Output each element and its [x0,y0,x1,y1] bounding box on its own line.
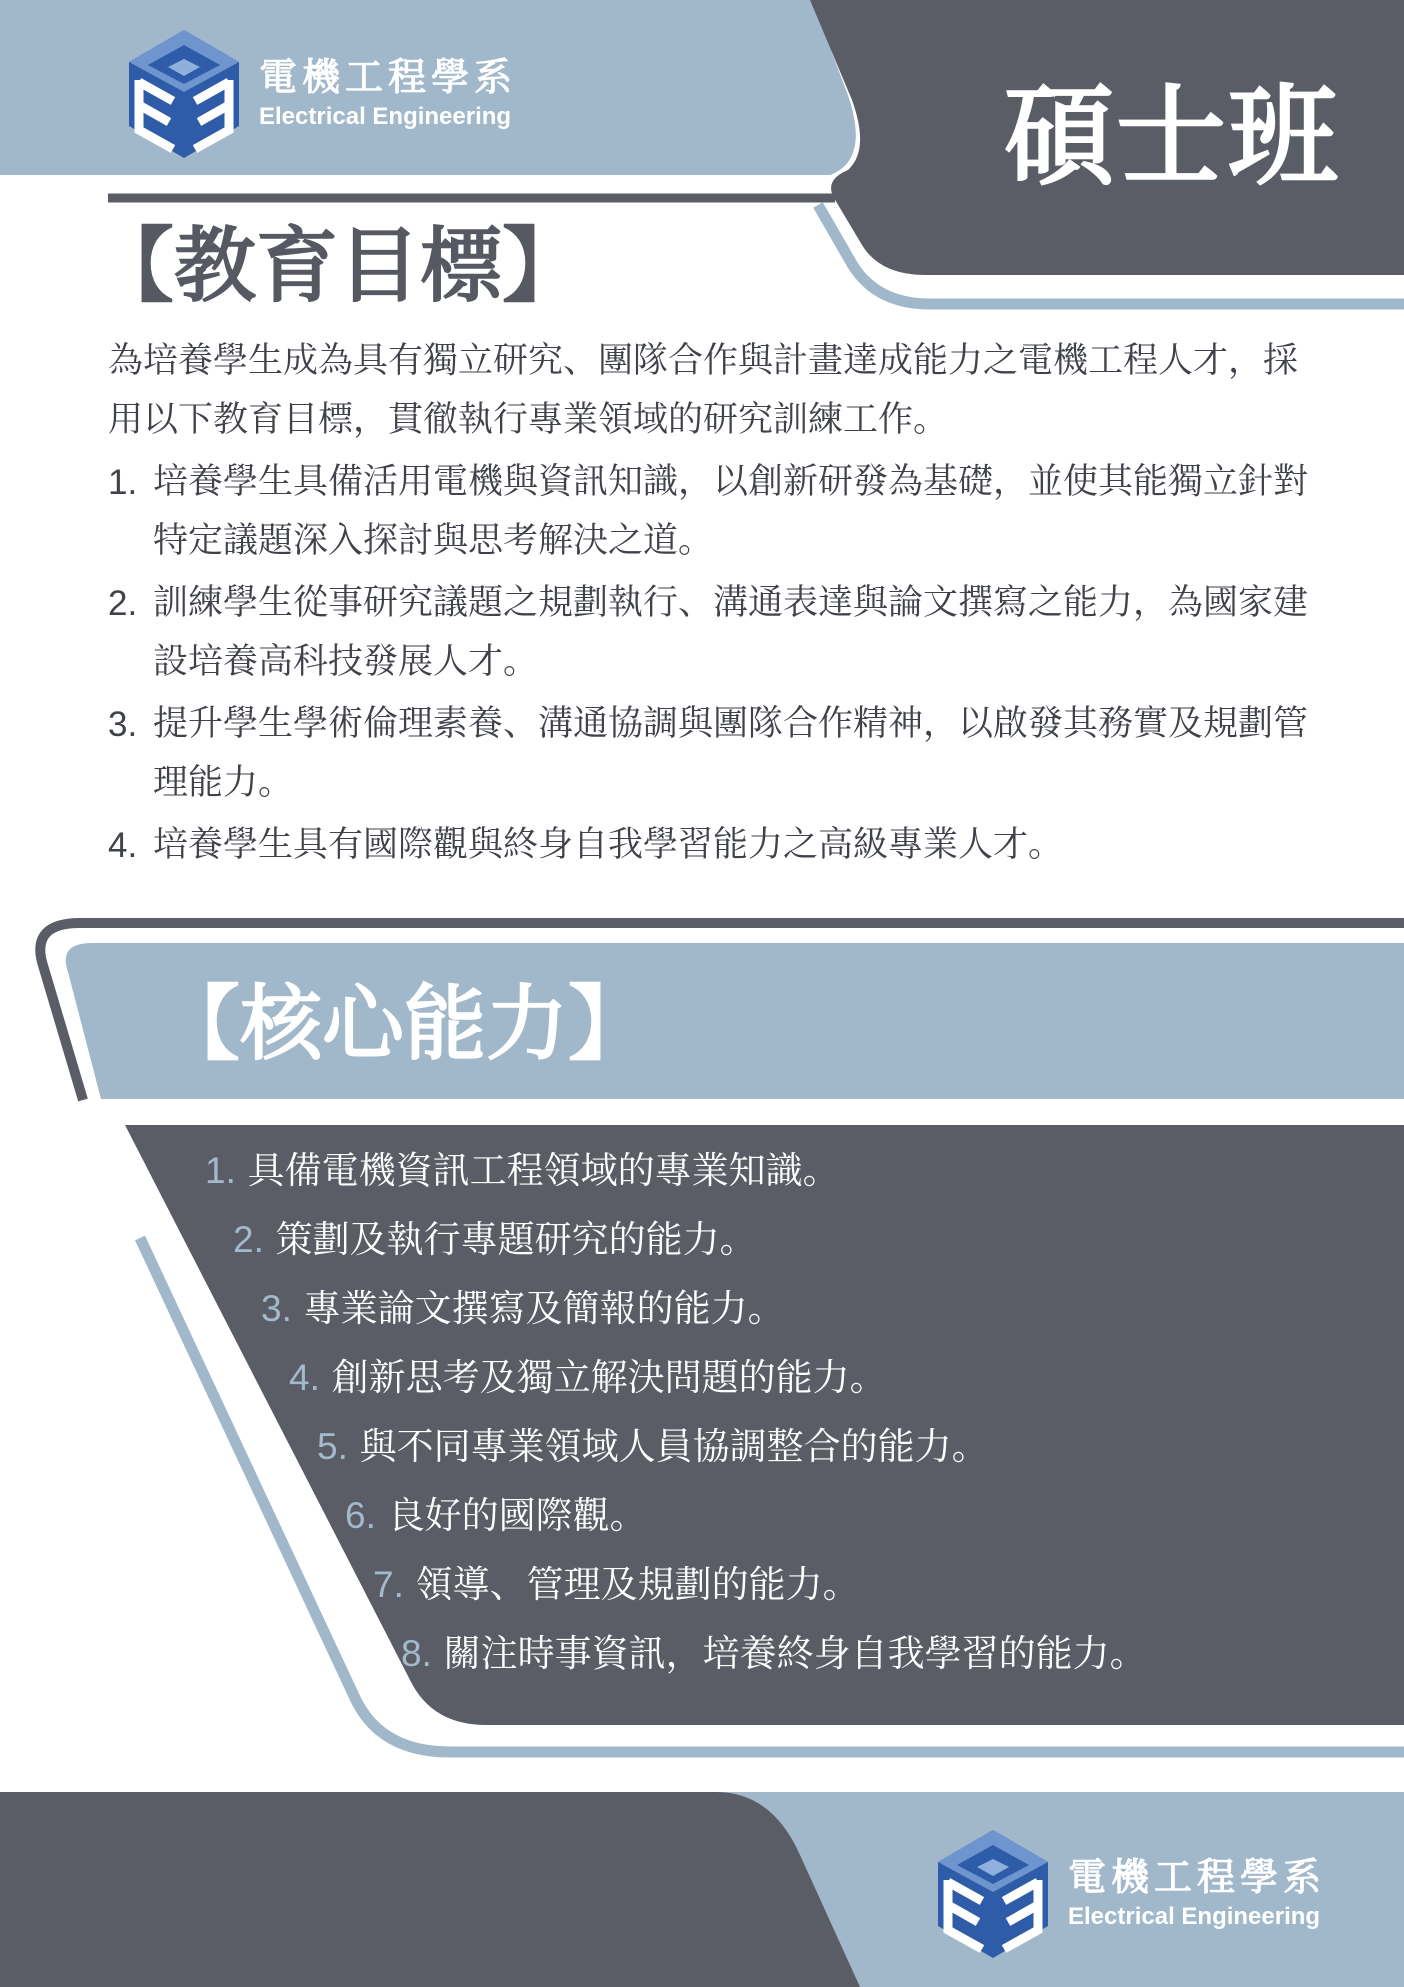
goal-item: 2. 訓練學生從事研究議題之規劃執行、溝通表達與論文撰寫之能力，為國家建設培養高科技發展人才。 [108,583,1309,682]
education-goals-intro: 為培養學生成為具有獨立研究、團隊合作與計畫達成能力之電機工程人才，採用以下教育目標，貫徹執行專業領域的研究訓練工作。 [108,341,1299,440]
core-competencies-heading: 【核心能力】 [158,977,651,1072]
program-title: 碩士班 [1004,73,1340,201]
education-goals-heading: 【教育目標】 [92,219,585,314]
department-logo [125,28,517,160]
footer-dark-panel [0,1792,860,1987]
department-name-zh: 電機工程學系 [259,55,518,100]
ee-cube-logo-icon [934,1828,1052,1960]
footer-department-name-zh: 電機工程學系 [1068,1855,1327,1900]
footer-department-logo [934,1828,1326,1960]
competency-item: 6. 良好的國際觀。 [345,1494,647,1537]
competency-item: 2. 策劃及執行專題研究的能力。 [233,1218,757,1261]
competency-item: 1. 具備電機資訊工程領域的專業知識。 [205,1149,840,1192]
competency-item: 8. 關注時事資訊，培養終身自我學習的能力。 [401,1632,1147,1675]
department-name-en: Electrical Engineering [259,102,512,130]
competency-item: 5. 與不同專業領域人員協調整合的能力。 [317,1425,989,1468]
footer-department-name-en: Electrical Engineering [1068,1902,1321,1930]
competency-item: 3. 專業論文撰寫及簡報的能力。 [261,1287,785,1330]
competency-item: 4. 創新思考及獨立解決問題的能力。 [289,1356,887,1399]
ee-cube-logo-icon [125,28,243,160]
goal-item: 1. 培養學生具備活用電機與資訊知識，以創新研發為基礎，並使其能獨立針對特定議題深入探討與思考解決之道。 [108,462,1309,561]
education-goals-list [108,453,1330,875]
goal-item: 3. 提升學生學術倫理素養、溝通協調與團隊合作精神，以啟發其務實及規劃管理能力。 [108,704,1309,803]
education-goals-section [108,332,1330,878]
competency-item: 7. 領導、管理及規劃的能力。 [373,1563,860,1606]
goal-item: 4. 培養學生具有國際觀與終身自我學習能力之高級專業人才。 [108,825,1064,865]
